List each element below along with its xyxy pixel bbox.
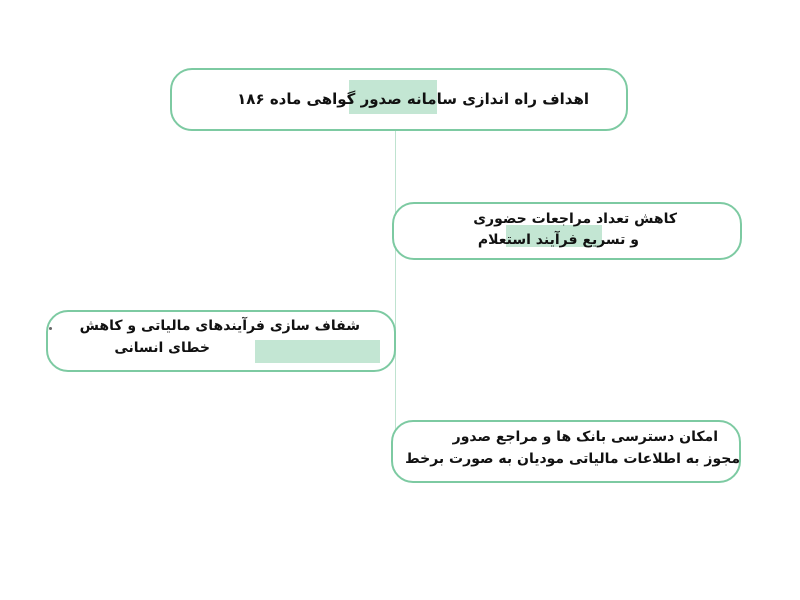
diagram-title: اهداف راه اندازی سامانه صدور گواهی ماده ۱۸۶ xyxy=(237,90,589,108)
goal-node-1-line-2: و تسریع فرآیند استعلام xyxy=(477,232,639,248)
goal-node-3-line-1: امکان دسترسی بانک ها و مراجع صدور xyxy=(452,429,718,445)
bullet-dot xyxy=(49,327,52,330)
goal-node-2-line-2: خطای انسانی xyxy=(114,340,210,356)
goal-node-2-line-1: شفاف سازی فرآیندهای مالیاتی و کاهش xyxy=(79,318,360,334)
goal-node-3-line-2: مجوز به اطلاعات مالیاتی مودیان به صورت برخط xyxy=(405,451,740,467)
goal-node-1-line-1: کاهش تعداد مراجعات حضوری xyxy=(473,211,677,227)
goal-node-2-highlight xyxy=(255,340,380,363)
connector-line xyxy=(395,130,396,430)
